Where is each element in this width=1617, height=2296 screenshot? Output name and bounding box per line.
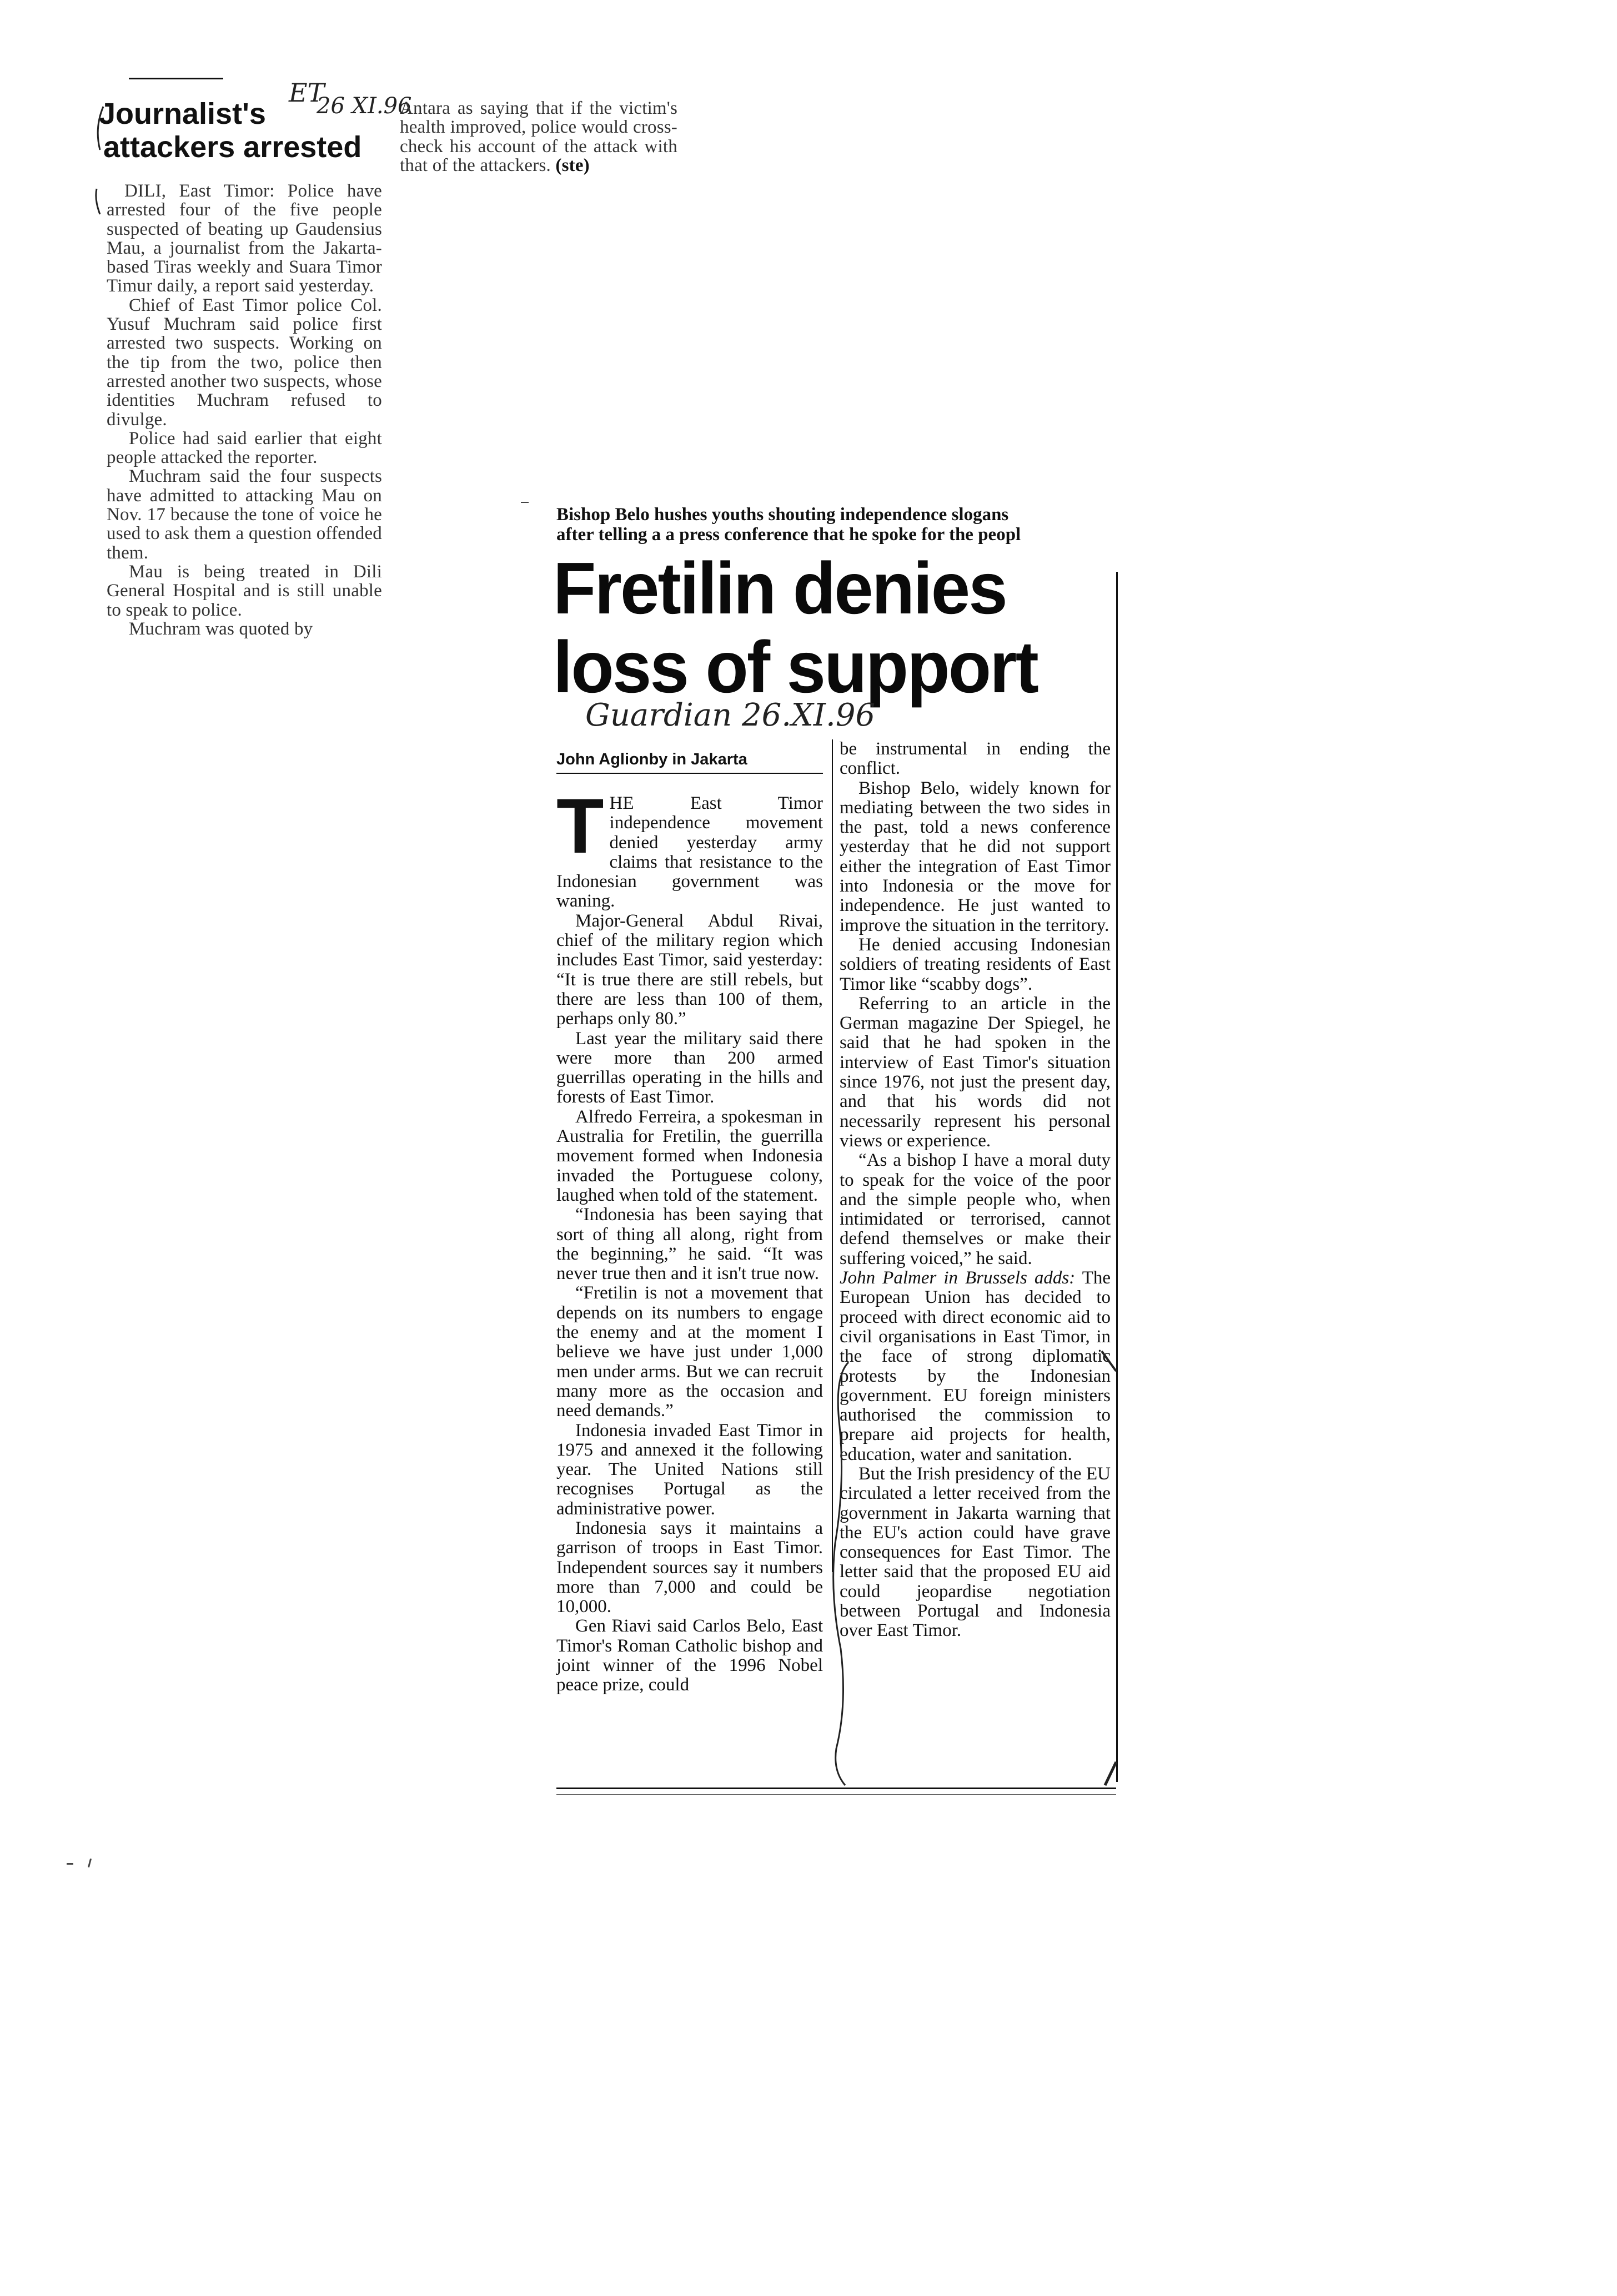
byline-rule [556, 773, 823, 774]
article-paragraph: HE East Timor independence movement denied yesterday army claims that resistance to the Indonesian government was waning. [556, 793, 823, 912]
left-signoff: (ste) [555, 155, 590, 175]
handwritten-note-et: ET [289, 78, 325, 108]
handwritten-tick [1099, 1349, 1122, 1377]
article-paragraph: “Fretilin is not a movement that depends on its numbers to engage the enemy and at the moment I believe we have just under 1,000 men under arms. But we can recruit many more as the occasion and need demands.” [556, 1283, 823, 1421]
article-paragraph: “As a bishop I have a moral duty to speak for the voice of the poor and the simple people who, when intimidated or terrorised, cannot defend themselves or make their suffering voiced,” he said. [840, 1150, 1111, 1268]
handwritten-bracket [828, 1360, 851, 1788]
left-headline-line2: attackers arrested [103, 130, 362, 164]
left-paragraph: Muchram said the four suspects have admitted to attacking Mau on Nov. 17 because the tone of voice he used to ask them a question offended them. [107, 466, 382, 563]
headline-line-1: Fretilin denies [553, 547, 1006, 629]
article-paragraph: “Indonesia has been saying that sort of thing all along, right from the beginning,” he said. “It was never true then and it isn't true now. [556, 1205, 823, 1284]
byline: John Aglionby in Jakarta [556, 751, 747, 768]
left-column-1 [107, 182, 382, 638]
article-paragraph: Alfredo Ferreira, a spokesman in Australia for Fretilin, the guerrilla movement formed when Indonesia invaded the Portuguese colony, laughed when told of the statement. [556, 1106, 823, 1205]
article-paragraph: The European Union has decided to proceed with direct economic aid to civil organisations in East Timor, in the face of strong diplomatic protests by the Indonesian government. EU foreign ministers authorised the commission to prepare aid projects for health, education, water and sanitation. [840, 1268, 1111, 1464]
palmer-credit: John Palmer in Brussels adds: [840, 1268, 1076, 1288]
handwritten-source: Guardian 26.XI.96 [585, 697, 876, 733]
bottom-rule [556, 1788, 1116, 1789]
drop-cap: T [556, 782, 604, 869]
article-column-1 [556, 782, 823, 1695]
bottom-rule-thin [556, 1794, 1116, 1795]
left-paragraph: Mau is being treated in Dili General Hospital and is still unable to speak to police. [107, 561, 382, 620]
article-paragraph: Bishop Belo, widely known for mediating between the two sides in the past, told a news conference yesterday that he did not support either the integration of East Timor into Indonesia or the move for independence. He just wanted to improve the situation in the territory. [840, 778, 1111, 935]
stray-mark-bottom-2 [88, 1859, 92, 1867]
article-paragraph: But the Irish presidency of the EU circulated a letter received from the government in Jakarta warning that the EU's action could have grave consequences for East Timor. The letter said that the proposed EU aid could jeopardise negotiation between Portugal and Indonesia over East Timor. [840, 1463, 1111, 1641]
stray-mark-dash [521, 502, 529, 503]
left-paragraph: Police had said earlier that eight people attacked the reporter. [107, 428, 382, 468]
headline-line-2: loss of support [553, 626, 1037, 708]
article-paragraph: be instrumental in ending the conflict. [840, 739, 1111, 779]
article-column-2 [840, 739, 1111, 1641]
main-article [550, 494, 1133, 1871]
deck-line-1: Bishop Belo hushes youths shouting independence slogans [556, 505, 1009, 525]
stray-mark-bottom [67, 1863, 73, 1865]
handwritten-tick-end [1102, 1760, 1118, 1788]
left-continuation: Antara as saying that if the victim's health improved, police would cross-check his account of the attack with that of the attackers. [400, 98, 677, 175]
article-paragraph: Referring to an article in the German magazine Der Spiegel, he said that he had spoken in the interview of East Timor's situation since 1976, not just the present day, and that his words did not necessarily represent his personal views or experience. [840, 993, 1111, 1151]
article-paragraph: Last year the military said there were more than 200 armed guerrillas operating in the hills and forests of East Timor. [556, 1028, 823, 1107]
handwritten-note-date: 26 XI.96 [317, 93, 412, 119]
left-headline-line1: Journalist's [99, 97, 266, 130]
article-paragraph: Indonesia invaded East Timor in 1975 and annexed it the following year. The United Nations still recognises Portugal as the administrative power. [556, 1420, 823, 1519]
article-right-rule [1116, 572, 1118, 1782]
left-paragraph: Chief of East Timor police Col. Yusuf Muchram said police first arrested two suspects. Working on the tip from the two, police then arrested another two suspects, whose identities Muchram refused to divulge. [107, 295, 382, 430]
left-paragraph: Muchram was quoted by [129, 618, 313, 639]
article-paragraph: Gen Riavi said Carlos Belo, East Timor's Roman Catholic bishop and joint winner of the 1996 Nobel peace prize, could [556, 1616, 823, 1695]
left-paragraph: DILI, East Timor: Police have arrested four of the five people suspected of beating up Gaudensius Mau, a journalist from the Jakarta-based Tiras weekly and Suara Timor Timur daily, a report said yesterday. [107, 181, 382, 296]
deck-line-2: after telling a a press conference that he spoke for the peopl [556, 525, 1021, 545]
left-column-2 [400, 99, 677, 175]
article-paragraph: He denied accusing Indonesian soldiers of treating residents of East Timor like “scabby dogs”. [840, 934, 1111, 994]
article-paragraph: Major-General Abdul Rivai, chief of the military region which includes East Timor, said yesterday: “It is true there are still rebels, but there are less than 100 of them, perhaps only 80.” [556, 910, 823, 1029]
left-top-rule [129, 78, 223, 79]
article-paragraph: Indonesia says it maintains a garrison of troops in East Timor. Independent sources say it numbers more than 7,000 and could be 10,000. [556, 1518, 823, 1617]
